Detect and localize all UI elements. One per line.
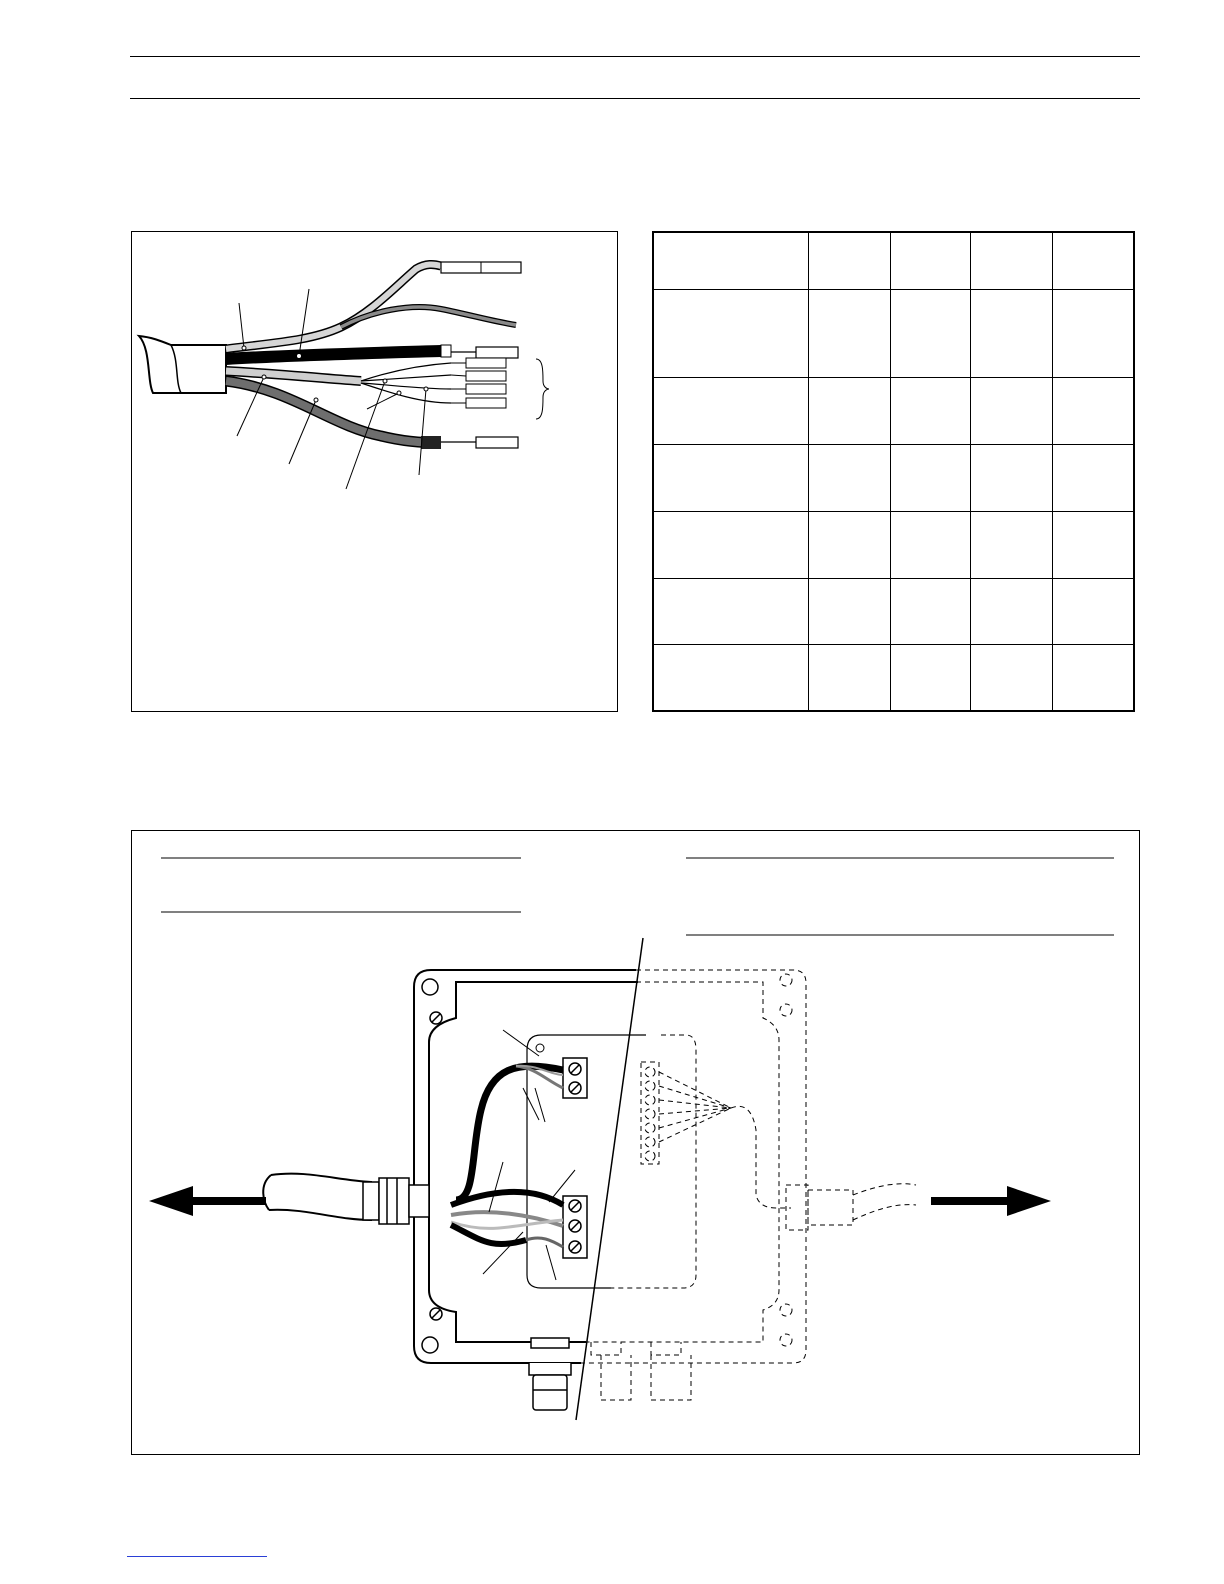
table-cell [653,578,808,644]
table-cell [1052,289,1134,377]
ferrule-black [476,347,518,358]
table-cell [971,377,1053,444]
table-cell [971,232,1053,289]
table-cell [808,444,890,511]
table-cell [808,644,890,711]
ferrule-bottom [476,437,518,448]
table-cell [890,289,971,377]
table-cell [808,377,890,444]
table-cell [971,578,1053,644]
table-cell [653,644,808,711]
cable-illustration [131,231,618,712]
table-cell [971,444,1053,511]
table-row [653,644,1134,711]
table-cell [653,511,808,578]
right-arrow-icon [931,1186,1051,1216]
table-cell [890,444,971,511]
left-arrow-icon [149,1186,266,1216]
cable-sheath [139,336,226,393]
table-cell [971,289,1053,377]
table-cell [890,644,971,711]
table-cell [971,644,1053,711]
table-cell [1052,511,1134,578]
table-cell [1052,444,1134,511]
table-row [653,232,1134,289]
table-cell [1052,232,1134,289]
table-cell [653,232,808,289]
table-cell [1052,644,1134,711]
table-cell [653,377,808,444]
table-cell [653,289,808,377]
table-cell [808,232,890,289]
table-cell [1052,578,1134,644]
table-row [653,444,1134,511]
screw-terminal-icon [563,1058,587,1258]
table-cell [890,232,971,289]
wiring-table [652,231,1135,712]
footer-link-underline[interactable] [127,1556,267,1557]
table-row [653,511,1134,578]
table-cell [890,511,971,578]
wire-black [226,351,441,359]
table-row [653,289,1134,377]
conductor-brace [536,359,549,419]
table-cell [653,444,808,511]
table-row [653,377,1134,444]
table-row [653,578,1134,644]
table-cell [808,289,890,377]
junction-box-illustration [131,830,1140,1455]
table-cell [808,511,890,578]
cable-gland-icon [363,1178,429,1224]
table-cell [808,578,890,644]
table-cell [890,578,971,644]
table-cell [1052,377,1134,444]
table-cell [890,377,971,444]
header-rule-top [130,56,1140,57]
header-rule-bottom [130,98,1140,99]
table-cell [971,511,1053,578]
